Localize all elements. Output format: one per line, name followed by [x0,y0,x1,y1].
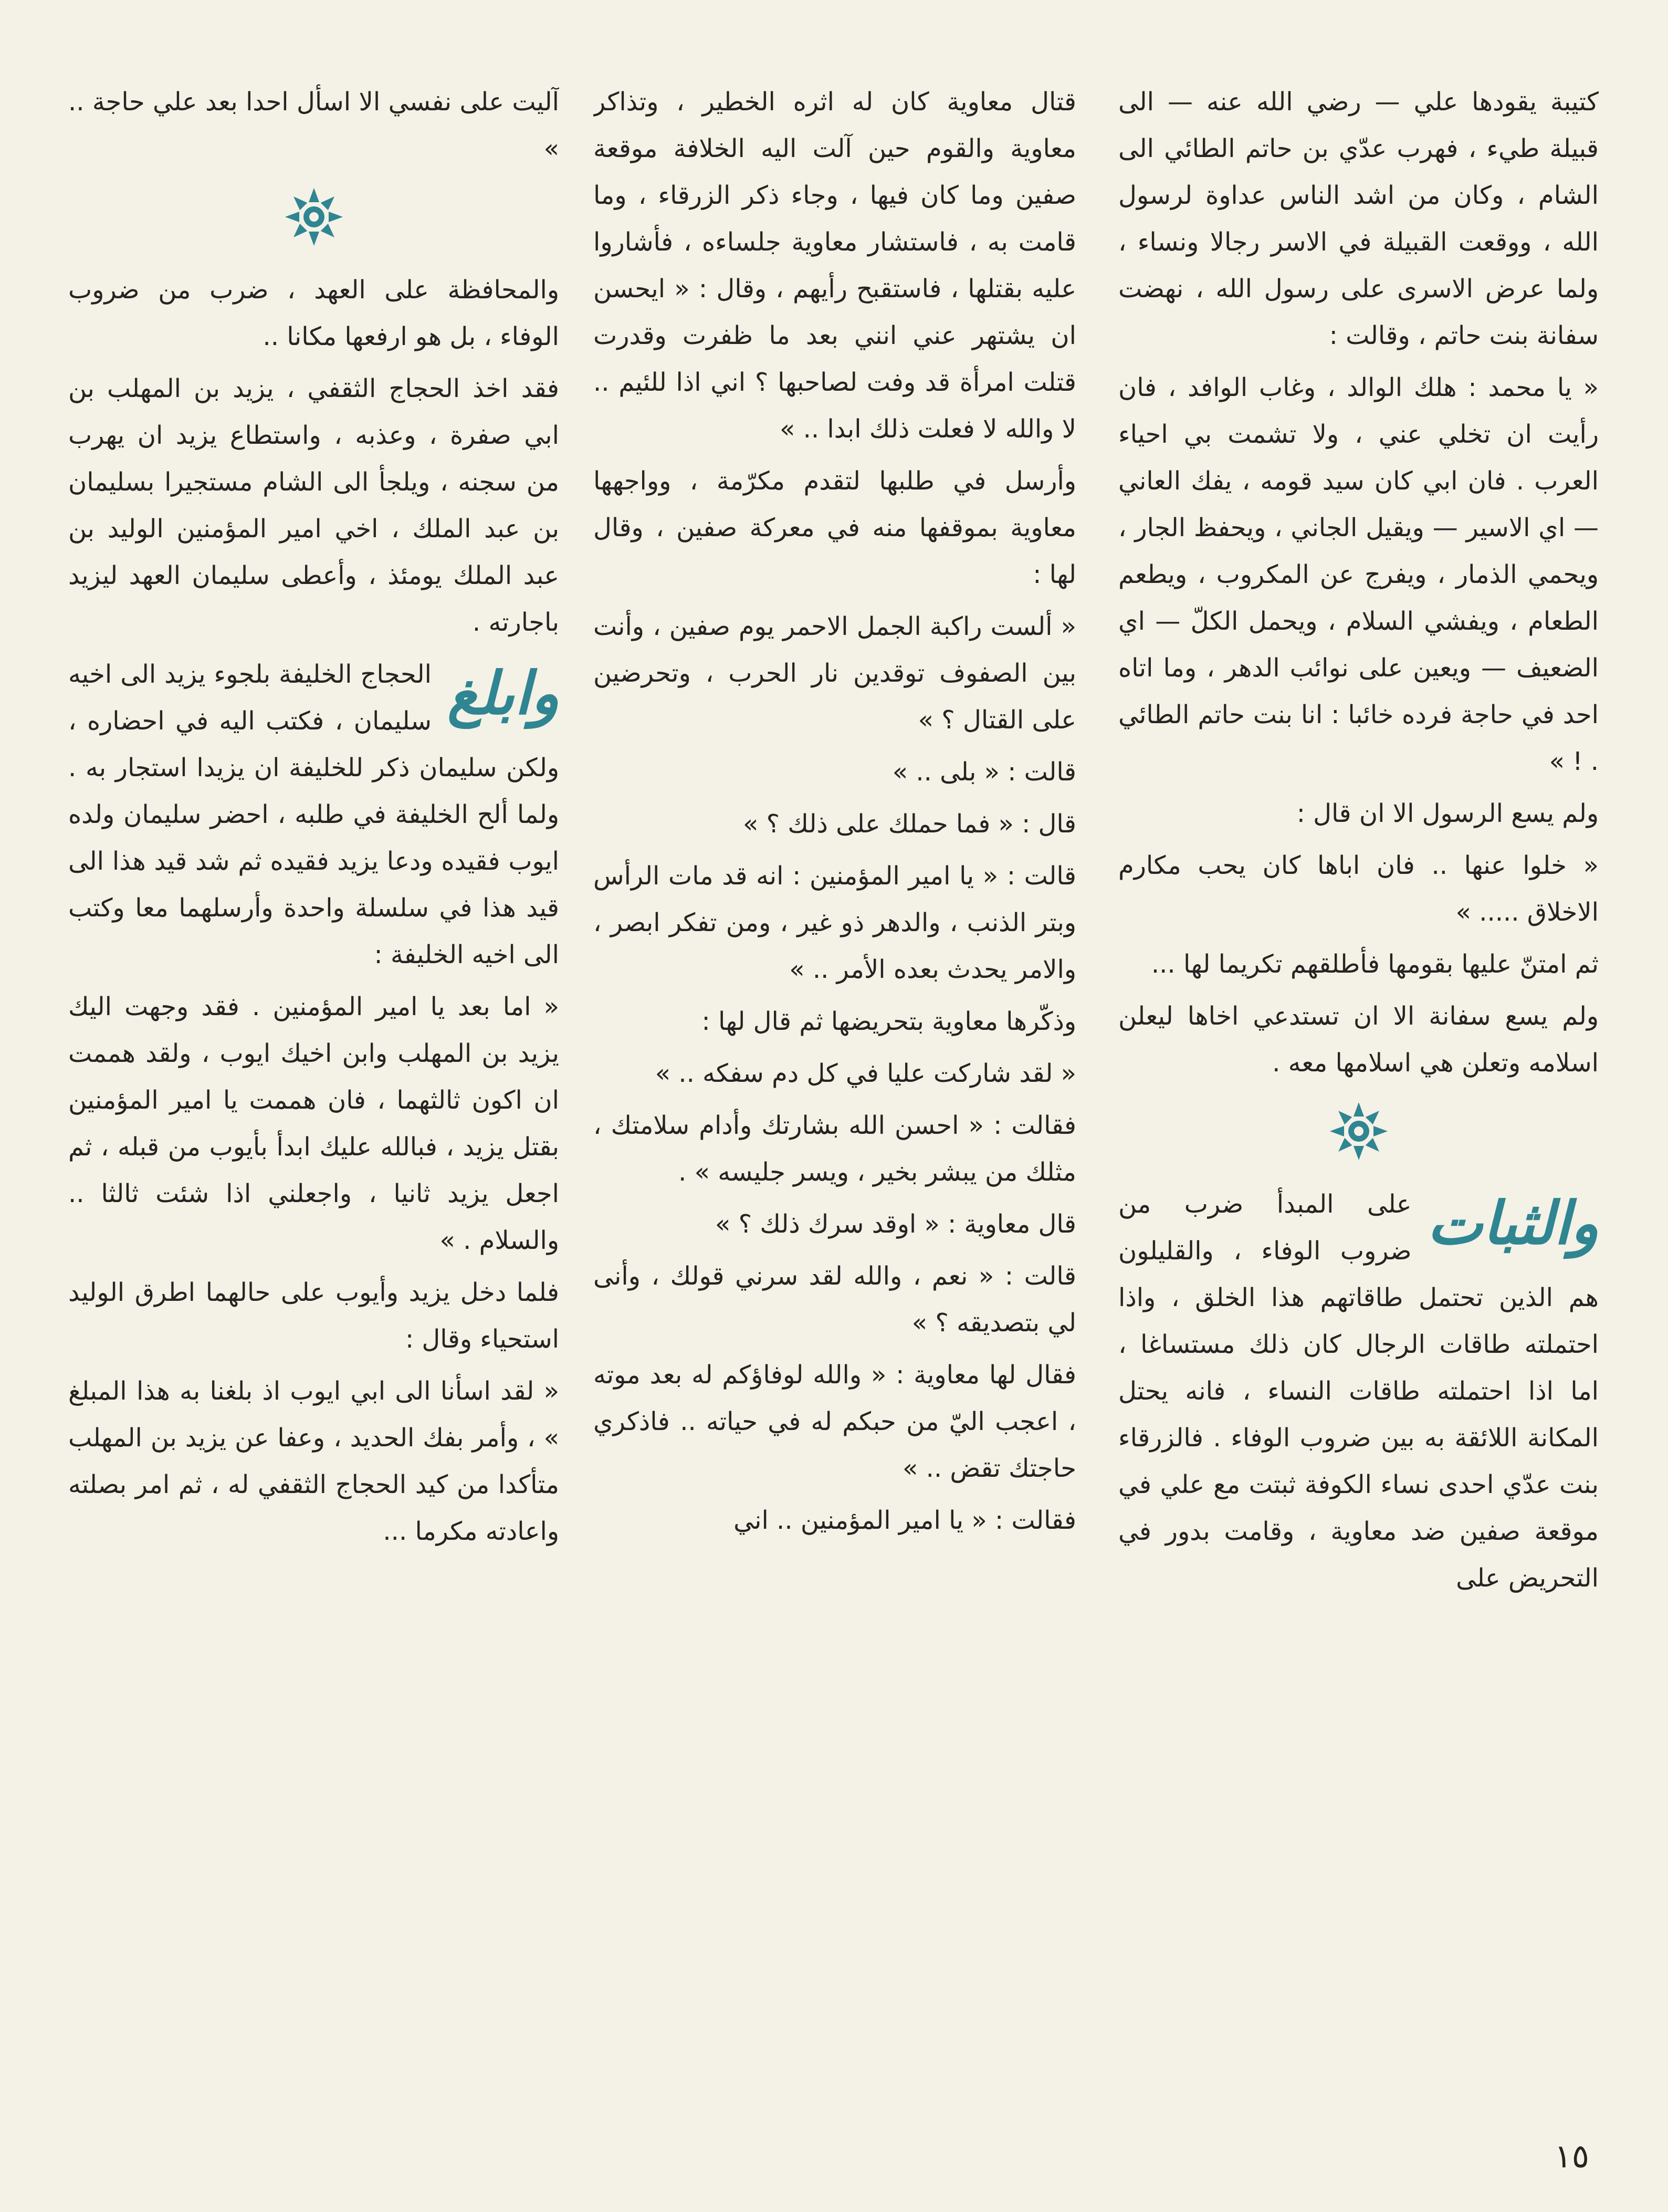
paragraph: ثم امتنّ عليها بقومها فأطلقهم تكريما لها ... [1151,950,1599,979]
paragraph: وذكّرها معاوية بتحريضها ثم قال لها : [701,1007,1076,1036]
flower-ornament-icon [68,178,559,256]
section-heading: وابلغ [447,659,559,728]
section-heading: والثبات [1427,1189,1599,1258]
paragraph: قال معاوية : « اوقد سرك ذلك ؟ » [715,1209,1076,1239]
text-column-middle [593,79,1076,2127]
paragraph: ولم يسع سفانة الا ان تستدعي اخاها ليعلن اسلامه وتعلن هي اسلامها معه . [1118,1001,1599,1078]
paragraph: « لقد اسأنا الى ابي ايوب اذ بلغنا به هذا المبلغ » ، وأمر بفك الحديد ، وعفا عن يزيد بن المهلب متأكدا من كيد الحجاج الثقفي له ، ثم امر بصلته واعادته مكرما ... [68,1376,559,1546]
paragraph: قالت : « يا امير المؤمنين : انه قد مات الرأس وبتر الذنب ، والدهر ذو غير ، ومن تفكر ابصر ، والامر يحدث بعده الأمر .. » [593,861,1076,984]
paragraph: والمحافظة على العهد ، ضرب من ضروب الوفاء ، بل هو ارفعها مكانا .. [68,275,559,351]
page-number: ١٥ [1554,2137,1589,2175]
paragraph: قال : « فما حملك على ذلك ؟ » [743,809,1076,839]
text-column-left [68,79,559,2127]
paragraph: « اما بعد يا امير المؤمنين . فقد وجهت اليك يزيد بن المهلب وابن اخيك ايوب ، ولقد هممت ان اكون ثالثهما ، فان هممت يا امير المؤمنين بقتل يزيد ، فبالله عليك ابدأ بأيوب من قبله ، ثم اجعل يزيد ثانيا ، واجعلني اذا شئت ثالثا .. والسلام . » [68,992,559,1255]
paragraph: « يا محمد : هلك الوالد ، وغاب الوافد ، فان رأيت ان تخلي عني ، ولا تشمت بي احياء العرب . فان ابي كان سيد قومه ، يفك العاني — اي الاسير — ويقيل الجاني ، ويحفظ الجار ، ويحمي الذمار ، ويفرج عن المكروب ، ويطعم الطعام ، ويفشي السلام ، ويحمل الكلّ — اي الضعيف — ويعين على نوائب الدهر ، وما اتاه احد في حاجة فرده خائبا : انا بنت حاتم الطائي . ! » [1118,373,1599,776]
paragraph: فقد اخذ الحجاج الثقفي ، يزيد بن المهلب بن ابي صفرة ، وعذبه ، واستطاع يزيد ان يهرب من سجنه ، ويلجأ الى الشام مستجيرا بسليمان بن عبد الملك ، اخي امير المؤمنين الوليد بن عبد الملك يومئذ ، وأعطى سليمان العهد ليزيد باجارته . [68,374,559,637]
paragraph: « ألست راكبة الجمل الاحمر يوم صفين ، وأنت بين الصفوف توقدين نار الحرب ، وتحرضين على القتال ؟ » [593,612,1076,735]
paragraph: فقالت : « احسن الله بشارتك وأدام سلامتك ، مثلك من يبشر بخير ، ويسر جليسه » . [593,1111,1076,1187]
paragraph: « خلوا عنها .. فان اباها كان يحب مكارم الاخلاق ..... » [1118,851,1599,927]
paragraph: فلما دخل يزيد وأيوب على حالهما اطرق الوليد استحياء وقال : [68,1278,559,1354]
paragraph: قتال معاوية كان له اثره الخطير ، وتذاكر معاوية والقوم حين آلت اليه الخلافة موقعة صفين وما كان فيها ، وجاء ذكر الزرقاء ، وما قامت به ، فاستشار معاوية جلساءه ، فأشاروا عليه بقتلها ، فاستقبح رأيهم ، وقال : « ايحسن ان يشتهر عني انني بعد ما ظفرت وقدرت قتلت امرأة قد وفت لصاحبها ؟ اني اذا للئيم .. لا والله لا فعلت ذلك ابدا .. » [593,87,1076,444]
paragraph: الحجاج الخليفة بلجوء يزيد الى اخيه سليمان ، فكتب اليه في احضاره ، ولكن سليمان ذكر للخليفة ان يزيدا استجار به . ولما ألح الخليفة في طلبه ، احضر سليمان ولده ايوب فقيده ودعا يزيد فقيده ثم شد قيد هذا الى قيد هذا في سلسلة واحدة وأرسلهما معا وكتب الى اخيه الخليفة : [68,660,559,969]
paragraph: « لقد شاركت عليا في كل دم سفكه .. » [655,1059,1076,1088]
paragraph: قالت : « نعم ، والله لقد سرني قولك ، وأنى لي بتصديقه ؟ » [593,1261,1076,1338]
paragraph: فقالت : « يا امير المؤمنين .. اني [733,1506,1076,1535]
paragraph: على المبدأ ضرب من ضروب الوفاء ، والقليلون هم الذين تحتمل طاقاتهم هذا الخلق ، واذا احتملته طاقات الرجال كان ذلك مستساغا ، اما اذا احتملته طاقات النساء ، فانه يحتل المكانة اللائقة به بين ضروب الوفاء . فالزرقاء بنت عدّي احدى نساء الكوفة ثبتت مع علي في موقعة صفين ضد معاوية ، وقامت بدور في التحريض على [1118,1190,1599,1593]
paragraph: آليت على نفسي الا اسأل احدا بعد علي حاجة .. » [68,87,559,163]
paragraph: وأرسل في طلبها لتقدم مكرّمة ، وواجهها معاوية بموقفها منه في معركة صفين ، وقال لها : [593,466,1076,589]
paragraph: كتيبة يقودها علي — رضي الله عنه — الى قبيلة طيء ، فهرب عدّي بن حاتم الطائي الى الشام ، وكان من اشد الناس عداوة لرسول الله ، ووقعت القبيلة في الاسر رجالا ونساء ، ولما عرض الاسرى على رسول الله ، نهضت سفانة بنت حاتم ، وقالت : [1118,87,1599,350]
flower-ornament-icon [1118,1092,1599,1171]
paragraph: قالت : « بلى .. » [892,757,1076,787]
text-column-right [1118,79,1599,2127]
paragraph: فقال لها معاوية : « والله لوفاؤكم له بعد موته ، اعجب اليّ من حبكم له في حياته .. فاذكري حاجتك تقض .. » [593,1360,1076,1483]
paragraph: ولم يسع الرسول الا ان قال : [1296,799,1599,828]
